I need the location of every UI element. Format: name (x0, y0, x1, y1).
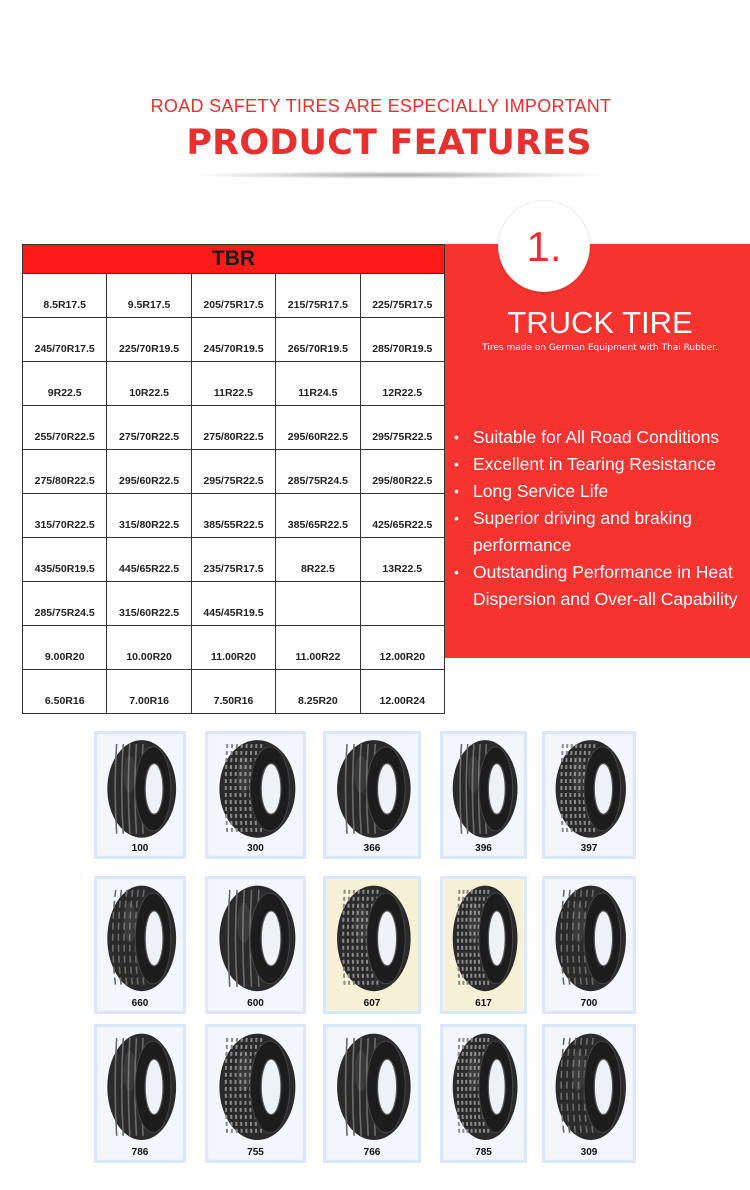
tire-tile (205, 731, 306, 859)
tire-icon (97, 879, 183, 1011)
size-cell: 295/80R22.5 (360, 450, 444, 494)
size-cell: 13R22.5 (360, 538, 444, 582)
feature-text: Superior driving and braking performance (473, 508, 692, 555)
size-cell: 11.00R22 (276, 626, 360, 670)
size-cell: 315/60R22.5 (107, 582, 191, 626)
tire-icon (443, 734, 524, 856)
size-cell: 8.5R17.5 (23, 274, 107, 318)
size-cell: 385/65R22.5 (276, 494, 360, 538)
size-cell: 315/80R22.5 (107, 494, 191, 538)
tire-tile (205, 1024, 306, 1163)
tire-tile (94, 876, 186, 1014)
tire-model-code: 785 (475, 1147, 492, 1158)
tire-model-code: 700 (580, 998, 598, 1009)
size-cell: 9.5R17.5 (107, 274, 191, 318)
size-cell: 10R22.5 (107, 362, 191, 406)
size-cell: 295/60R22.5 (107, 450, 191, 494)
size-cell: 285/70R19.5 (360, 318, 444, 362)
tire-icon (545, 1027, 633, 1160)
size-cell: 295/75R22.5 (191, 450, 275, 494)
tire-model-code: 617 (475, 998, 492, 1009)
size-cell: 11R24.5 (276, 362, 360, 406)
size-cell: 315/70R22.5 (23, 494, 107, 538)
size-cell: 9R22.5 (23, 362, 107, 406)
bullet-icon: • (454, 456, 459, 472)
tire-icon (545, 734, 633, 856)
size-cell: 295/75R22.5 (360, 406, 444, 450)
size-cell: 285/75R24.5 (23, 582, 107, 626)
tire-model-code: 607 (363, 998, 381, 1009)
tire-icon (326, 1027, 418, 1160)
bullet-icon: • (454, 510, 459, 526)
size-cell: 435/50R19.5 (23, 538, 107, 582)
tire-icon (326, 879, 418, 1011)
size-cell: 10.00R20 (107, 626, 191, 670)
tire-icon (208, 1027, 303, 1160)
tire-tile (205, 876, 306, 1014)
tire-model-code: 397 (580, 843, 598, 854)
size-cell: 295/60R22.5 (276, 406, 360, 450)
tire-icon (208, 879, 303, 1011)
tire-tile (323, 876, 421, 1014)
tire-tile (323, 731, 421, 859)
feature-text: Outstanding Performance in Heat Dispersion and Over-all Capability (473, 562, 738, 609)
size-cell: 255/70R22.5 (23, 406, 107, 450)
size-cell: 275/80R22.5 (191, 406, 275, 450)
size-cell: 11R22.5 (191, 362, 275, 406)
size-cell: 245/70R19.5 (191, 318, 275, 362)
size-cell: 6.50R16 (23, 670, 107, 714)
size-cell: 8R22.5 (276, 538, 360, 582)
size-cell: 245/70R17.5 (23, 318, 107, 362)
size-cell: 265/70R19.5 (276, 318, 360, 362)
tire-model-code: 100 (131, 843, 149, 854)
size-cell: 7.50R16 (191, 670, 275, 714)
size-cell: 12R22.5 (360, 362, 444, 406)
feature-text: Excellent in Tearing Resistance (473, 454, 716, 474)
tire-icon (97, 734, 183, 856)
bullet-icon: • (454, 564, 459, 580)
tire-model-code: 309 (580, 1147, 598, 1158)
size-cell: 445/45R19.5 (191, 582, 275, 626)
tire-icon (97, 1027, 183, 1160)
tire-tile (440, 731, 527, 859)
size-cell: 425/65R22.5 (360, 494, 444, 538)
panel-title: TRUCK TIRE (507, 305, 693, 340)
feature-text: Suitable for All Road Conditions (473, 427, 720, 447)
table-heading: TBR (23, 245, 445, 274)
tire-tile (440, 876, 527, 1014)
tire-model-code: 766 (363, 1147, 381, 1158)
size-cell: 225/70R19.5 (107, 318, 191, 362)
tire-icon (443, 879, 524, 1011)
size-cell: 12.00R24 (360, 670, 444, 714)
tire-icon (326, 734, 418, 856)
number-badge-label: 1. (526, 223, 562, 270)
size-cell: 215/75R17.5 (276, 274, 360, 318)
size-cell: 225/75R17.5 (360, 274, 444, 318)
tire-model-code: 300 (247, 843, 264, 854)
bullet-icon: • (454, 429, 459, 445)
size-cell: 285/75R24.5 (276, 450, 360, 494)
size-cell: 275/80R22.5 (23, 450, 107, 494)
size-cell: 9.00R20 (23, 626, 107, 670)
size-cell: 205/75R17.5 (191, 274, 275, 318)
size-cell: 11.00R20 (191, 626, 275, 670)
size-cell: 385/55R22.5 (191, 494, 275, 538)
header-subtitle: ROAD SAFETY TIRES ARE ESPECIALLY IMPORTANT (150, 96, 612, 116)
tire-icon (545, 879, 633, 1011)
bullet-icon: • (454, 483, 459, 499)
size-cell: 7.00R16 (107, 670, 191, 714)
panel-subtitle: Tires made on German Equipment with Thai Rubber. (482, 343, 718, 353)
tire-model-code: 396 (475, 843, 492, 854)
size-cell: 445/65R22.5 (107, 538, 191, 582)
tire-icon (208, 734, 303, 856)
tire-tile (542, 1024, 636, 1163)
tire-tile (440, 1024, 527, 1163)
tire-tile (542, 731, 636, 859)
tire-model-code: 366 (363, 843, 381, 854)
size-cell: 8.25R20 (276, 670, 360, 714)
size-cell: 275/70R22.5 (107, 406, 191, 450)
feature-text: Long Service Life (473, 481, 609, 501)
tire-tile (323, 1024, 421, 1163)
tire-model-code: 660 (131, 998, 149, 1009)
tire-icon (443, 1027, 524, 1160)
tire-tile (94, 731, 186, 859)
tire-tile (542, 876, 636, 1014)
tire-model-code: 786 (131, 1147, 149, 1158)
size-cell: 12.00R20 (360, 626, 444, 670)
page-title: PRODUCT FEATURES (186, 123, 592, 163)
tire-model-code: 600 (247, 998, 264, 1009)
size-cell: 235/75R17.5 (191, 538, 275, 582)
tire-tile (94, 1024, 186, 1163)
tire-model-code: 755 (247, 1147, 264, 1158)
